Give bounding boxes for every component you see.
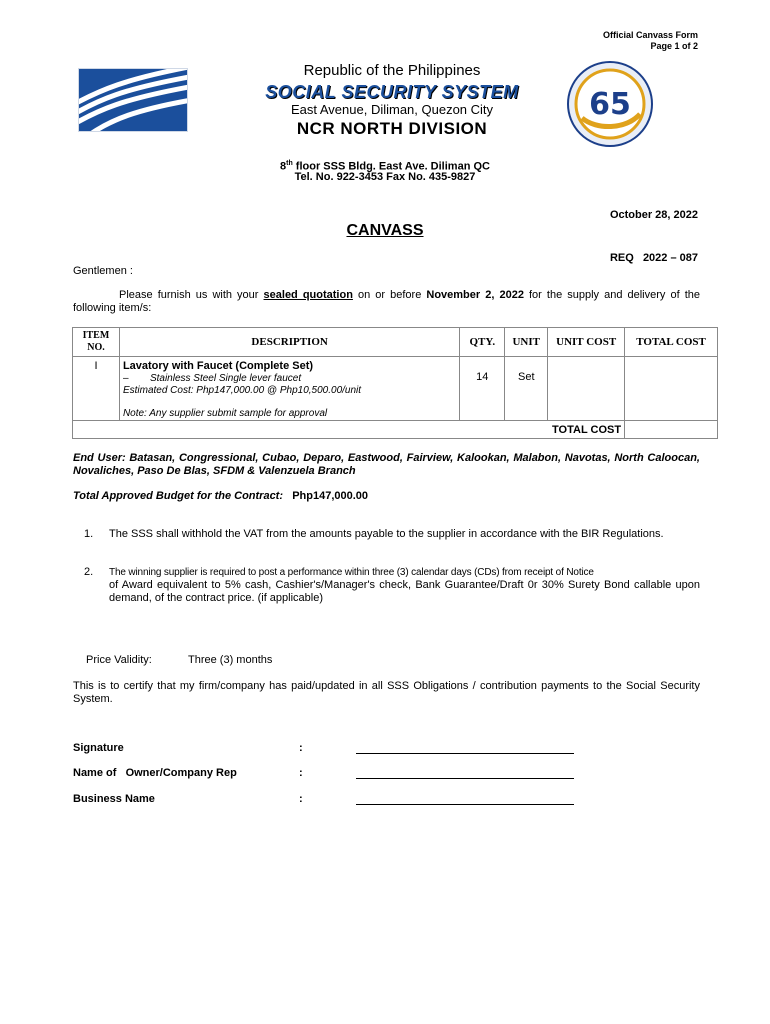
table-header-row [73,328,718,357]
header-qty: QTY. [460,328,505,357]
header-unit-cost: UNIT COST [548,328,625,357]
budget-value: Php147,000.00 [292,490,369,502]
row-item-title: Lavatory with Faucet (Complete Set) [122,360,314,372]
document-title: CANVASS [346,222,424,239]
form-name: Official Canvass Form [602,30,698,40]
office-address-rest: floor SSS Bldg. East Ave. Diliman QC [292,160,490,173]
business-name-input-line[interactable] [356,793,574,805]
intro-deadline: November 2, 2022 [426,289,524,301]
intro-paragraph [73,289,700,315]
row-item-note: Note: Any supplier submit sample for approval [122,408,328,419]
republic-line: Republic of the Philippines [303,62,481,79]
owner-rep-label: Name of Owner/Company Rep [73,767,237,779]
row-item-estimate: Estimated Cost: Php147,000.00 @ Php10,500.00/unit [122,385,362,396]
row-total-cost [625,357,718,421]
price-validity-value: Three (3) months [188,654,273,666]
row-description [119,357,459,421]
owner-rep-colon: : [299,767,303,779]
division-name: NCR NORTH DIVISION [296,119,488,138]
form-header-info [603,30,698,52]
intro-part2: on or before [352,289,427,301]
signature-label: Signature [73,742,124,754]
items-table [72,327,718,439]
row-unit-cost [548,357,625,421]
row-item-bullet: – [122,373,129,384]
table-total-row [73,421,718,439]
header-description: DESCRIPTION [119,328,459,357]
condition-2-text: of Award equivalent to 5% cash, Cashier's/Manager's check, Bank Guarantee/Draft 0r 30% Surety Bond callable upon demand, of the contract price. (if applicable) [109,579,700,604]
condition-1-text: The SSS shall withhold the VAT from the amounts payable to the supplier in accordance with the BIR Regulations. [109,528,664,540]
row-unit: Set [505,357,548,421]
end-user-list: End User: Batasan, Congressional, Cubao, Deparo, Eastwood, Fairview, Kalookan, Malabon, Navotas, North Caloocan, Novaliches, Paso De Blas, SFDM & Valenzuela Branch [73,452,700,477]
signature-input-line[interactable] [356,742,574,754]
salutation: Gentlemen : [73,265,133,277]
condition-2-number: 2. [84,566,94,578]
business-name-label: Business Name [73,793,155,805]
table-row [73,357,718,421]
requisition-number: REQ 2022 – 087 [609,252,698,264]
intro-sealed-quotation: sealed quotation [263,289,353,301]
intro-part3: for the supply and delivery of the following item/s: [73,289,700,314]
certification-statement: This is to certify that my firm/company has paid/updated in all SSS Obligations / contribution payments to the Social Security System. [73,680,700,705]
agency-name: SOCIAL SECURITY SYSTEM [265,82,519,102]
owner-rep-field [73,767,593,781]
price-validity-label: Price Validity: [86,654,152,666]
condition-1-number: 1. [84,528,94,540]
office-floor: 8 [280,160,287,173]
total-cost-value [625,421,718,439]
approved-budget [73,490,368,502]
budget-label: Total Approved Budget for the Contract: [73,490,284,502]
header-unit: UNIT [505,328,548,357]
intro-part1: Please furnish us with your [119,289,264,301]
signature-colon: : [299,742,303,754]
total-cost-label: TOTAL COST [73,421,625,439]
business-name-field [73,793,593,807]
anniversary-badge [566,60,654,148]
sss-logo [78,68,188,132]
canvass-date: October 28, 2022 [609,209,698,221]
tel-fax-line: Tel. No. 922-3453 Fax No. 435-9827 [294,171,476,183]
condition-2-lead: The winning supplier is required to post a performance within three (3) calendar days (CDs) from receipt of Notice [109,567,594,578]
row-item-no: I [73,357,120,421]
office-floor-suffix: th [286,160,293,167]
business-name-colon: : [299,793,303,805]
row-qty: 14 [460,357,505,421]
page-number: Page 1 of 2 [650,41,698,51]
badge-number: 65 [589,87,631,122]
row-item-sub: Stainless Steel Single lever faucet [149,373,302,384]
owner-rep-input-line[interactable] [356,767,574,779]
header-item-no: ITEM NO. [73,328,120,357]
header-total-cost: TOTAL COST [625,328,718,357]
signature-field [73,742,593,756]
row-item-spec [123,373,456,385]
agency-address: East Avenue, Diliman, Quezon City [290,102,494,117]
